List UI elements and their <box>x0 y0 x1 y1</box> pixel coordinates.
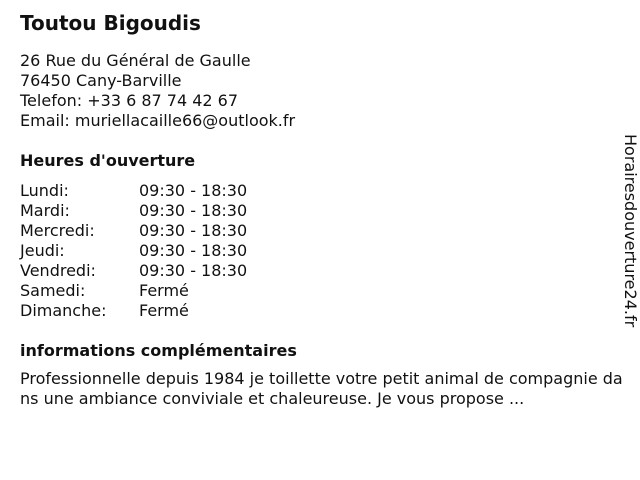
opening-hours-title: Heures d'ouverture <box>20 151 196 170</box>
hours-row-tuesday <box>20 201 620 221</box>
email-line: Email: muriellacaille66@outlook.fr <box>20 111 296 130</box>
hours-time: 09:30 - 18:30 <box>139 261 248 280</box>
hours-time: Fermé <box>139 281 189 300</box>
hours-day: Mercredi: <box>20 221 95 240</box>
hours-time: Fermé <box>139 301 189 320</box>
hours-row-thursday <box>20 241 620 261</box>
additional-info-title: informations complémentaires <box>20 341 297 360</box>
additional-info-text: Professionnelle depuis 1984 je toillette votre petit animal de compagnie dans une ambiance conviviale et chaleureuse. Je vous propose ... <box>20 369 623 408</box>
hours-time: 09:30 - 18:30 <box>139 221 248 240</box>
business-card <box>20 10 623 409</box>
phone-line: Telefon: +33 6 87 74 42 67 <box>20 91 239 110</box>
address-line-2: 76450 Cany-Barville <box>20 71 182 90</box>
hours-row-friday <box>20 261 620 281</box>
hours-day: Jeudi: <box>20 241 65 260</box>
hours-day: Dimanche: <box>20 301 107 320</box>
hours-row-wednesday <box>20 221 620 241</box>
hours-day: Samedi: <box>20 281 86 300</box>
opening-hours-list <box>20 181 620 321</box>
hours-day: Mardi: <box>20 201 70 220</box>
hours-time: 09:30 - 18:30 <box>139 201 248 220</box>
hours-day: Lundi: <box>20 181 69 200</box>
business-name: Toutou Bigoudis <box>20 11 201 35</box>
hours-row-monday <box>20 181 620 201</box>
hours-time: 09:30 - 18:30 <box>139 241 248 260</box>
hours-row-saturday <box>20 281 620 301</box>
hours-day: Vendredi: <box>20 261 96 280</box>
hours-row-sunday <box>20 301 620 321</box>
address-line-1: 26 Rue du Général de Gaulle <box>20 51 251 70</box>
site-watermark: Horairesdouverture24.fr <box>621 134 640 328</box>
hours-time: 09:30 - 18:30 <box>139 181 248 200</box>
